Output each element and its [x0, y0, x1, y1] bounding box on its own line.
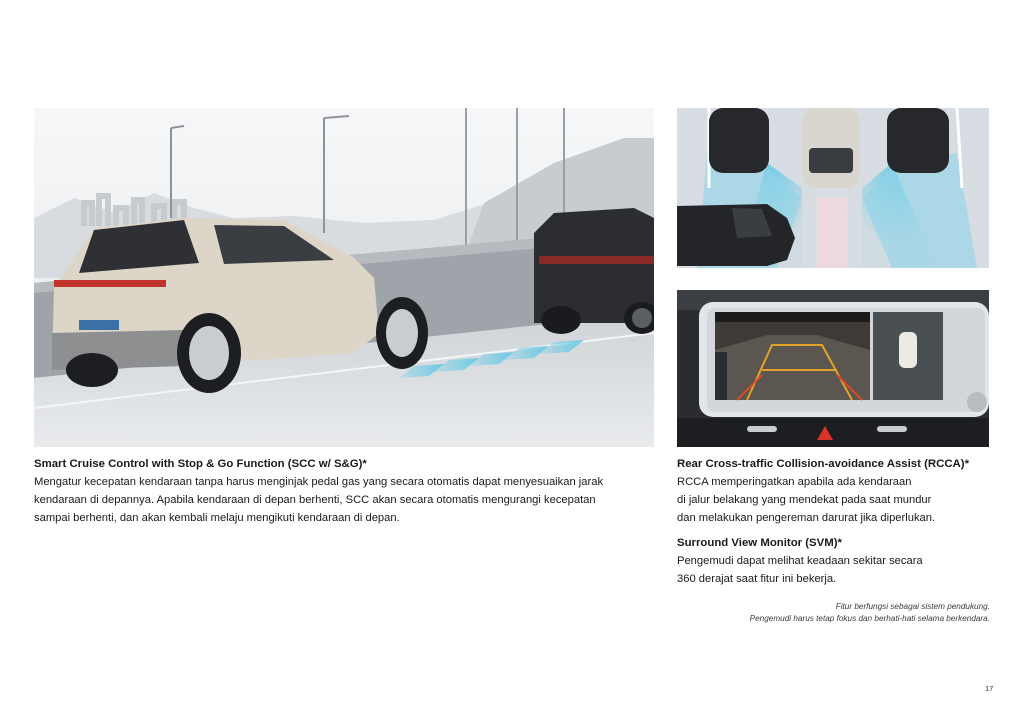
- disclaimer-line-1: Fitur berfungsi sebagai sistem pendukung.: [835, 602, 990, 611]
- scc-title: Smart Cruise Control with Stop & Go Function (SCC w/ S&G)*: [34, 458, 367, 470]
- disclaimer-line-2: Pengemudi harus tetap fokus dan berhati-hati selama berkendara.: [749, 614, 990, 623]
- rcca-section: [677, 455, 989, 527]
- rcca-title: Rear Cross-traffic Collision-avoidance Assist (RCCA)*: [677, 458, 970, 470]
- svm-description: Pengemudi dapat melihat keadaan sekitar secara 360 derajat saat fitur ini bekerja.: [677, 555, 923, 585]
- scc-section: [34, 455, 654, 527]
- scc-photo: [34, 108, 654, 447]
- page-number: 17: [985, 684, 994, 693]
- svm-title: Surround View Monitor (SVM)*: [677, 537, 842, 549]
- scc-description: Mengatur kecepatan kendaraan tanpa harus menginjak pedal gas yang secara otomatis dapat menyesuaikan jarak kendaraan di depannya. Apabila kendaraan di depan berhenti, SCC akan secara otomatis mengurangi kecepatan sampai berhenti, dan akan kembali melaju mengikuti kendaraan di depan.: [34, 476, 604, 524]
- rcca-description: RCCA memperingatkan apabila ada kendaraan di jalur belakang yang mendekat pada saat mundur dan melakukan pengereman darurat jika diperlukan.: [677, 476, 936, 524]
- svm-section: [677, 534, 989, 588]
- svm-screen-photo: [677, 290, 989, 447]
- disclaimer: [750, 601, 990, 625]
- rcca-photo: [677, 108, 989, 268]
